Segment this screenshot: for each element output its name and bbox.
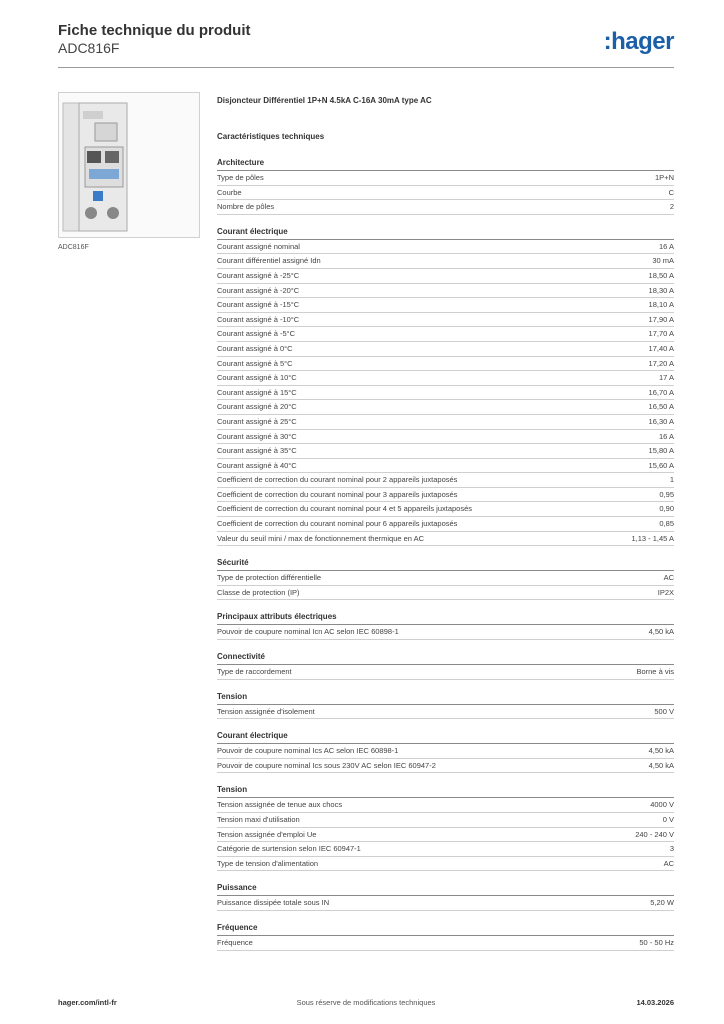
spec-label: Type de pôles <box>217 173 264 182</box>
spec-row <box>217 857 674 872</box>
spec-row <box>217 327 674 342</box>
spec-value: IP2X <box>657 587 674 597</box>
spec-label: Courant assigné à 40°C <box>217 460 297 470</box>
spec-row <box>217 798 674 813</box>
product-reference: ADC816F <box>58 40 120 56</box>
spec-value: 4000 V <box>650 800 674 810</box>
spec-label: Type de protection différentielle <box>217 573 322 583</box>
spec-label: Fréquence <box>217 937 253 947</box>
spec-label: Courant différentiel assigné Idn <box>217 256 321 266</box>
section-title: Fréquence <box>217 922 674 936</box>
spec-value: 50 - 50 Hz <box>639 937 674 947</box>
spec-label: Puissance dissipée totale sous IN <box>217 898 330 908</box>
spec-value: 3 <box>669 844 674 854</box>
spec-label: Courant assigné à 35°C <box>217 446 297 456</box>
spec-value: 0,85 <box>659 519 674 529</box>
spec-label: Courant assigné à -15°C <box>217 300 300 310</box>
spec-value: 16,70 A <box>648 387 674 397</box>
spec-label: Type de raccordement <box>217 667 292 677</box>
section-title: Connectivité <box>217 651 674 665</box>
section-title: Courant électrique <box>217 730 674 744</box>
spec-row <box>217 896 674 911</box>
spec-value: 240 - 240 V <box>635 829 674 839</box>
spec-row <box>217 502 674 517</box>
footer-website-link[interactable]: hager.com/intl-fr <box>58 998 117 1007</box>
footer-date: 14.03.2026 <box>636 998 674 1007</box>
spec-value: 17,20 A <box>648 358 674 368</box>
spec-label: Catégorie de surtension selon IEC 60947-1 <box>217 844 361 854</box>
image-caption: ADC816F <box>58 244 89 251</box>
spec-content <box>217 96 674 962</box>
spec-label: Courant assigné nominal <box>217 241 300 251</box>
section-title: Principaux attributs électriques <box>217 611 674 625</box>
spec-label: Courant assigné à 0°C <box>217 343 293 353</box>
spec-label: Coefficient de correction du courant nominal pour 3 appareils juxtaposés <box>217 489 458 499</box>
spec-row <box>217 171 674 186</box>
spec-row <box>217 488 674 503</box>
spec-row <box>217 828 674 843</box>
spec-label: Courant assigné à -20°C <box>217 285 300 295</box>
section-title: Courant électrique <box>217 226 674 240</box>
spec-label: Courant assigné à 30°C <box>217 431 297 441</box>
spec-row <box>217 200 674 215</box>
spec-row <box>217 269 674 284</box>
spec-row <box>217 254 674 269</box>
spec-label: Courant assigné à 25°C <box>217 416 297 426</box>
spec-value: 16 A <box>658 431 674 441</box>
spec-value: 4,50 kA <box>648 627 674 637</box>
spec-row <box>217 298 674 313</box>
spec-value: 18,10 A <box>648 300 674 310</box>
section-title: Sécurité <box>217 557 674 571</box>
spec-value: 0,90 <box>659 504 674 514</box>
spec-row <box>217 186 674 201</box>
spec-section <box>217 730 674 773</box>
spec-value: 0,95 <box>659 489 674 499</box>
spec-value: 30 mA <box>652 256 674 266</box>
spec-section <box>217 557 674 600</box>
section-title: Tension <box>217 691 674 705</box>
spec-section <box>217 784 674 871</box>
spec-row <box>217 342 674 357</box>
spec-label: Pouvoir de coupure nominal Icn AC selon IEC 60898-1 <box>217 627 399 637</box>
spec-value: 17,90 A <box>648 314 674 324</box>
spec-row <box>217 586 674 601</box>
spec-section <box>217 611 674 640</box>
product-title: Disjoncteur Différentiel 1P+N 4.5kA C-16A 30mA type AC <box>217 96 432 105</box>
spec-value: 18,50 A <box>648 270 674 280</box>
spec-label: Tension assignée d'emploi Ue <box>217 829 317 839</box>
spec-value: 0 V <box>662 815 674 824</box>
spec-label: Valeur du seuil mini / max de fonctionnement thermique en AC <box>217 533 425 543</box>
spec-value: 1,13 - 1,45 A <box>631 533 674 543</box>
spec-label: Courant assigné à 20°C <box>217 402 297 412</box>
spec-label: Courant assigné à 5°C <box>217 358 293 368</box>
page-title: Fiche technique du produit <box>58 22 251 39</box>
spec-label: Classe de protection (IP) <box>217 587 300 597</box>
spec-label: Tension assignée de tenue aux chocs <box>217 800 343 810</box>
spec-row <box>217 371 674 386</box>
spec-row <box>217 665 674 680</box>
spec-value: C <box>668 187 674 197</box>
header-divider <box>58 67 674 68</box>
spec-value: 15,60 A <box>648 460 674 470</box>
spec-value: Borne à vis <box>636 667 674 677</box>
spec-row <box>217 936 674 951</box>
hager-logo: :hager <box>603 28 674 55</box>
spec-value: AC <box>663 573 674 583</box>
spec-value: 17,70 A <box>648 329 674 339</box>
spec-label: Courant assigné à -25°C <box>217 270 300 280</box>
spec-section <box>217 691 674 720</box>
spec-value: 16,50 A <box>648 402 674 412</box>
spec-row <box>217 400 674 415</box>
spec-section <box>217 226 674 546</box>
spec-section <box>217 882 674 911</box>
spec-value: AC <box>663 858 674 868</box>
spec-row <box>217 842 674 857</box>
spec-row <box>217 517 674 532</box>
spec-row <box>217 532 674 547</box>
spec-section <box>217 651 674 680</box>
spec-label: Tension assignée d'isolement <box>217 706 315 716</box>
section-title: Tension <box>217 784 674 798</box>
spec-value: 1P+N <box>655 173 674 182</box>
spec-value: 4,50 kA <box>648 746 674 756</box>
spec-value: 1 <box>669 475 674 485</box>
spec-label: Courbe <box>217 187 242 197</box>
spec-row <box>217 813 674 828</box>
spec-row <box>217 459 674 474</box>
spec-label: Coefficient de correction du courant nominal pour 6 appareils juxtaposés <box>217 519 458 529</box>
spec-row <box>217 759 674 774</box>
spec-row <box>217 473 674 488</box>
spec-row <box>217 357 674 372</box>
spec-value: 16,30 A <box>648 416 674 426</box>
spec-label: Coefficient de correction du courant nominal pour 4 et 5 appareils juxtaposés <box>217 504 473 514</box>
spec-label: Type de tension d'alimentation <box>217 858 319 868</box>
spec-label: Pouvoir de coupure nominal Ics AC selon IEC 60898-1 <box>217 746 399 756</box>
spec-sections <box>217 157 674 951</box>
spec-label: Courant assigné à 10°C <box>217 373 297 383</box>
spec-value: 500 V <box>654 706 674 716</box>
spec-row <box>217 744 674 759</box>
spec-value: 4,50 kA <box>648 760 674 770</box>
spec-label: Courant assigné à -5°C <box>217 329 296 339</box>
spec-row <box>217 240 674 255</box>
spec-label: Nombre de pôles <box>217 202 275 212</box>
spec-label: Courant assigné à 15°C <box>217 387 297 397</box>
section-title: Puissance <box>217 882 674 896</box>
spec-label: Tension maxi d'utilisation <box>217 815 300 824</box>
spec-row <box>217 625 674 640</box>
spec-value: 2 <box>669 202 674 212</box>
spec-row <box>217 284 674 299</box>
spec-label: Coefficient de correction du courant nominal pour 2 appareils juxtaposés <box>217 475 458 485</box>
spec-row <box>217 386 674 401</box>
spec-row <box>217 415 674 430</box>
spec-value: 15,80 A <box>648 446 674 456</box>
section-title: Architecture <box>217 157 674 171</box>
spec-row <box>217 430 674 445</box>
page-header <box>58 22 674 70</box>
product-image <box>58 92 200 238</box>
spec-label: Pouvoir de coupure nominal Ics sous 230V AC selon IEC 60947-2 <box>217 760 436 770</box>
spec-row <box>217 444 674 459</box>
spec-row <box>217 571 674 586</box>
spec-row <box>217 705 674 720</box>
spec-value: 18,30 A <box>648 285 674 295</box>
footer-disclaimer: Sous réserve de modifications techniques <box>296 998 436 1007</box>
spec-row <box>217 313 674 328</box>
spec-value: 17 A <box>658 373 674 383</box>
spec-section <box>217 922 674 951</box>
spec-value: 16 A <box>658 241 674 251</box>
spec-section <box>217 157 674 215</box>
spec-value: 5,20 W <box>650 898 674 908</box>
spec-value: 17,40 A <box>648 343 674 353</box>
specs-heading: Caractéristiques techniques <box>217 132 325 141</box>
spec-label: Courant assigné à -10°C <box>217 314 300 324</box>
